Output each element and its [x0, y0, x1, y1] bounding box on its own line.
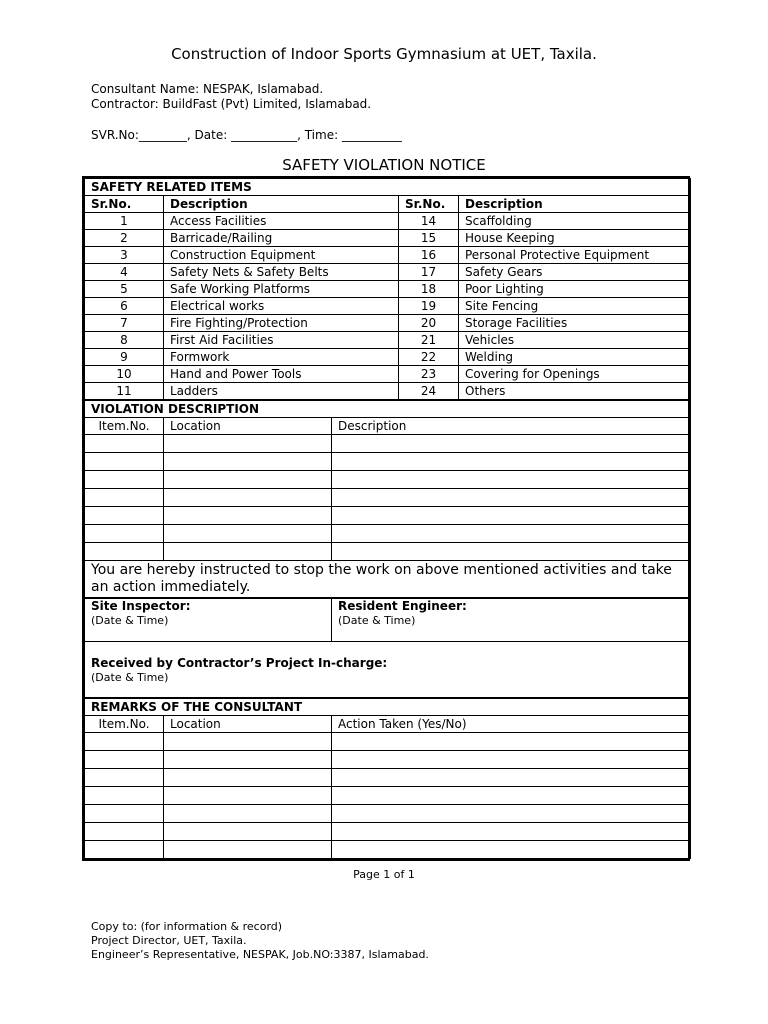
blank-entry-row — [85, 787, 691, 805]
blank-entry-row — [85, 525, 691, 543]
blank-cell[interactable] — [164, 733, 332, 751]
blank-cell[interactable] — [332, 435, 691, 453]
blank-cell[interactable] — [332, 507, 691, 525]
blank-cell[interactable] — [85, 769, 164, 787]
blank-cell[interactable] — [85, 787, 164, 805]
item-number: 5 — [85, 281, 164, 298]
blank-cell[interactable] — [164, 751, 332, 769]
item-number: 24 — [399, 383, 459, 400]
item-description: Covering for Openings — [459, 366, 691, 383]
item-description: Access Facilities — [164, 213, 399, 230]
blank-entry-row — [85, 471, 691, 489]
resident-engineer-cell — [332, 599, 691, 642]
site-inspector-cell — [85, 599, 332, 642]
blank-cell[interactable] — [164, 507, 332, 525]
resident-engineer-label: Resident Engineer: — [338, 599, 467, 613]
item-description: Barricade/Railing — [164, 230, 399, 247]
safety-item-row — [85, 247, 691, 264]
safety-item-row — [85, 264, 691, 281]
remarks-section-title: REMARKS OF THE CONSULTANT — [85, 699, 691, 716]
col-srno-2: Sr.No. — [399, 196, 459, 213]
blank-entry-row — [85, 453, 691, 471]
blank-cell[interactable] — [164, 823, 332, 841]
remarks-rows — [85, 733, 691, 859]
blank-cell[interactable] — [85, 733, 164, 751]
blank-cell[interactable] — [164, 435, 332, 453]
received-by-cell — [85, 642, 691, 698]
item-number: 22 — [399, 349, 459, 366]
blank-cell[interactable] — [85, 435, 164, 453]
blank-cell[interactable] — [332, 453, 691, 471]
item-description: Scaffolding — [459, 213, 691, 230]
col-description-2: Description — [459, 196, 691, 213]
blank-entry-row — [85, 733, 691, 751]
blank-cell[interactable] — [85, 751, 164, 769]
contractor-name: Contractor: BuildFast (Pvt) Limited, Islamabad. — [91, 97, 372, 111]
item-description: First Aid Facilities — [164, 332, 399, 349]
blank-cell[interactable] — [85, 805, 164, 823]
item-number: 11 — [85, 383, 164, 400]
item-description: Safe Working Platforms — [164, 281, 399, 298]
item-number: 7 — [85, 315, 164, 332]
item-description: House Keeping — [459, 230, 691, 247]
blank-cell[interactable] — [332, 841, 691, 859]
received-by-label: Received by Contractor’s Project In-charge: — [91, 656, 388, 670]
safety-section-title: SAFETY RELATED ITEMS — [85, 179, 691, 196]
blank-entry-row — [85, 841, 691, 859]
blank-cell[interactable] — [332, 823, 691, 841]
safety-item-row — [85, 315, 691, 332]
item-description: Ladders — [164, 383, 399, 400]
blank-cell[interactable] — [164, 471, 332, 489]
safety-item-row — [85, 383, 691, 400]
blank-entry-row — [85, 489, 691, 507]
blank-cell[interactable] — [85, 507, 164, 525]
blank-cell[interactable] — [164, 805, 332, 823]
item-description: Construction Equipment — [164, 247, 399, 264]
svr-line: SVR.No:________, Date: ___________, Time: __________ — [91, 128, 402, 142]
item-number: 21 — [399, 332, 459, 349]
copy-to-block — [91, 920, 429, 962]
blank-cell[interactable] — [332, 751, 691, 769]
item-number: 4 — [85, 264, 164, 281]
blank-cell[interactable] — [332, 733, 691, 751]
blank-cell[interactable] — [164, 787, 332, 805]
blank-cell[interactable] — [85, 543, 164, 561]
item-number: 17 — [399, 264, 459, 281]
item-number: 14 — [399, 213, 459, 230]
instruction-text: You are hereby instructed to stop the work on above mentioned activities and take an action immediately. — [85, 561, 691, 598]
blank-cell[interactable] — [85, 525, 164, 543]
item-description: Welding — [459, 349, 691, 366]
item-description: Electrical works — [164, 298, 399, 315]
col-description: Description — [164, 196, 399, 213]
blank-entry-row — [85, 751, 691, 769]
item-description: Storage Facilities — [459, 315, 691, 332]
blank-entry-row — [85, 435, 691, 453]
item-description: Poor Lighting — [459, 281, 691, 298]
blank-cell[interactable] — [332, 805, 691, 823]
remarks-col-item: Item.No. — [85, 716, 164, 733]
safety-item-row — [85, 332, 691, 349]
safety-item-row — [85, 349, 691, 366]
safety-item-row — [85, 281, 691, 298]
blank-cell[interactable] — [332, 769, 691, 787]
violation-col-location: Location — [164, 418, 332, 435]
blank-entry-row — [85, 805, 691, 823]
safety-item-row — [85, 298, 691, 315]
violation-rows — [85, 435, 691, 561]
col-srno: Sr.No. — [85, 196, 164, 213]
copy-to-label: Copy to: (for information & record) — [91, 920, 283, 933]
blank-cell[interactable] — [332, 543, 691, 561]
document-title: Construction of Indoor Sports Gymnasium at UET, Taxila. — [171, 45, 597, 63]
item-number: 15 — [399, 230, 459, 247]
item-number: 16 — [399, 247, 459, 264]
item-number: 2 — [85, 230, 164, 247]
item-number: 8 — [85, 332, 164, 349]
blank-cell[interactable] — [164, 489, 332, 507]
safety-items-body — [85, 213, 691, 400]
violation-table — [84, 400, 691, 598]
copy-recipient-2: Engineer’s Representative, NESPAK, Job.NO:3387, Islamabad. — [91, 948, 429, 961]
blank-cell[interactable] — [332, 489, 691, 507]
item-description: Safety Nets & Safety Belts — [164, 264, 399, 281]
blank-cell[interactable] — [85, 841, 164, 859]
blank-cell[interactable] — [85, 453, 164, 471]
item-number: 1 — [85, 213, 164, 230]
blank-cell[interactable] — [332, 787, 691, 805]
item-number: 6 — [85, 298, 164, 315]
item-description: Site Fencing — [459, 298, 691, 315]
item-description: Vehicles — [459, 332, 691, 349]
item-number: 9 — [85, 349, 164, 366]
item-number: 10 — [85, 366, 164, 383]
safety-item-row — [85, 213, 691, 230]
item-description: Safety Gears — [459, 264, 691, 281]
item-description: Hand and Power Tools — [164, 366, 399, 383]
safety-items-table — [84, 178, 691, 400]
item-number: 18 — [399, 281, 459, 298]
item-number: 23 — [399, 366, 459, 383]
notice-title: SAFETY VIOLATION NOTICE — [282, 156, 486, 174]
blank-entry-row — [85, 507, 691, 525]
blank-entry-row — [85, 823, 691, 841]
blank-cell[interactable] — [164, 841, 332, 859]
blank-cell[interactable] — [85, 471, 164, 489]
resident-engineer-date: (Date & Time) — [338, 614, 416, 627]
blank-cell[interactable] — [85, 823, 164, 841]
item-description: Others — [459, 383, 691, 400]
blank-entry-row — [85, 543, 691, 561]
violation-col-description: Description — [332, 418, 691, 435]
received-by-date: (Date & Time) — [91, 671, 169, 684]
violation-section-title: VIOLATION DESCRIPTION — [85, 401, 691, 418]
blank-cell[interactable] — [164, 543, 332, 561]
item-description: Fire Fighting/Protection — [164, 315, 399, 332]
blank-cell[interactable] — [164, 453, 332, 471]
item-description: Personal Protective Equipment — [459, 247, 691, 264]
item-number: 3 — [85, 247, 164, 264]
item-number: 19 — [399, 298, 459, 315]
consultant-name: Consultant Name: NESPAK, Islamabad. — [91, 82, 324, 96]
violation-col-item: Item.No. — [85, 418, 164, 435]
remarks-table — [84, 698, 691, 859]
blank-cell[interactable] — [164, 525, 332, 543]
item-number: 20 — [399, 315, 459, 332]
blank-cell[interactable] — [332, 471, 691, 489]
blank-cell[interactable] — [85, 489, 164, 507]
notice-form — [82, 176, 690, 861]
page-number: Page 1 of 1 — [353, 868, 415, 881]
signature-table — [84, 598, 691, 698]
remarks-col-location: Location — [164, 716, 332, 733]
blank-entry-row — [85, 769, 691, 787]
site-inspector-label: Site Inspector: — [91, 599, 191, 613]
remarks-col-action: Action Taken (Yes/No) — [332, 716, 691, 733]
copy-recipient-1: Project Director, UET, Taxila. — [91, 934, 247, 947]
blank-cell[interactable] — [332, 525, 691, 543]
item-description: Formwork — [164, 349, 399, 366]
site-inspector-date: (Date & Time) — [91, 614, 169, 627]
blank-cell[interactable] — [164, 769, 332, 787]
safety-item-row — [85, 230, 691, 247]
safety-item-row — [85, 366, 691, 383]
